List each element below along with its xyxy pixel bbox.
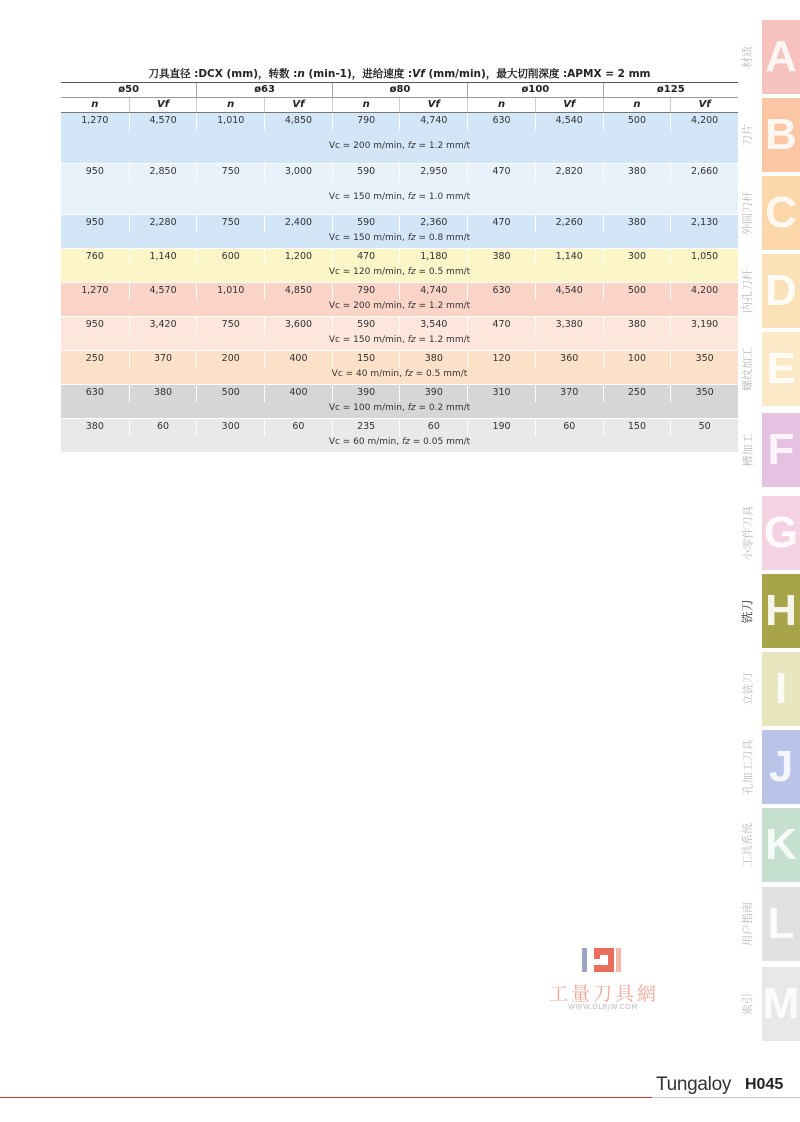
cell-speed-n: 950 [85, 166, 104, 177]
condition-part: Vc = 150 m/min, [328, 233, 408, 243]
condition-part: Vc = 150 m/min, [328, 335, 408, 345]
cell-speed-n: 190 [467, 419, 535, 436]
cell-feed-vf: 2,850 [129, 164, 197, 181]
cell-feed-vf: 400 [264, 385, 332, 402]
cell-speed-n: 120 [467, 351, 535, 368]
tab-letter: H [762, 574, 800, 648]
section-tab-i[interactable] [734, 652, 800, 726]
sub-header: Vf [535, 98, 603, 112]
tab-letter: K [762, 808, 800, 882]
section-tab-a[interactable] [734, 20, 800, 94]
cell-feed-vf: 1,180 [399, 249, 467, 266]
tab-label: 外圆刀杆 [741, 191, 754, 235]
tab-label: 铣刀 [740, 598, 755, 624]
diameter-header: ø125 [603, 83, 738, 97]
diameter-header: ø63 [196, 83, 331, 97]
cell-speed-n: 500 [603, 113, 671, 130]
table-row [61, 249, 738, 283]
tab-label: 工具系统 [741, 823, 754, 867]
cell-speed-n: 250 [85, 353, 104, 364]
tab-letter: I [762, 652, 800, 726]
cell-speed-n: 380 [467, 249, 535, 266]
cell-feed-vf: 60 [129, 419, 197, 436]
section-tab-b[interactable] [734, 98, 800, 172]
cell-feed-vf: 350 [670, 351, 738, 368]
tab-letter: C [762, 176, 800, 250]
cell-feed-vf: 350 [670, 385, 738, 402]
cell-feed-vf: 2,950 [399, 164, 467, 181]
condition-part: fz [402, 437, 410, 447]
tab-label-wrap [734, 496, 760, 570]
tab-letter: B [762, 98, 800, 172]
sub-header: n [332, 98, 400, 112]
sub-header: n [467, 98, 535, 112]
watermark-logo-icon [580, 945, 626, 975]
cell-feed-vf: 4,570 [129, 113, 197, 130]
row-values [61, 164, 738, 181]
condition-part: Vc = 200 m/min, [328, 141, 408, 151]
cell-speed-n: 250 [603, 385, 671, 402]
cell-speed-n: 590 [332, 215, 400, 232]
tab-label: 刀片 [741, 124, 754, 146]
watermark [528, 945, 678, 1015]
cell-feed-vf: 3,380 [535, 317, 603, 334]
tab-label-wrap [734, 887, 760, 961]
cell-feed-vf: 380 [399, 351, 467, 368]
table-row [61, 164, 738, 215]
cell-speed-n: 590 [332, 164, 400, 181]
sub-header-row [61, 98, 738, 113]
cell-speed-n: 470 [467, 317, 535, 334]
condition-part: = 1.2 mm/t [415, 301, 471, 311]
row-values [61, 113, 738, 130]
page-number: H045 [745, 1076, 784, 1093]
condition-part: = 1.2 mm/t [415, 335, 471, 345]
table-row [61, 385, 738, 419]
section-tab-e[interactable] [734, 332, 800, 406]
sub-header: n [196, 98, 264, 112]
cell-speed-n: 300 [603, 249, 671, 266]
condition-part: fz [404, 369, 413, 379]
cell-feed-vf: 3,190 [670, 317, 738, 334]
cutting-condition [61, 301, 738, 311]
cutting-condition [61, 335, 738, 345]
brand-name: Tungaloy [656, 1074, 732, 1095]
tab-label-wrap [734, 98, 760, 172]
cell-feed-vf: 2,130 [670, 215, 738, 232]
caption-part: n [297, 68, 305, 80]
sub-header: n [91, 99, 99, 110]
cell-feed-vf: 60 [264, 419, 332, 436]
condition-part: fz [407, 335, 416, 345]
cell-feed-vf: 50 [670, 419, 738, 436]
tab-label-wrap [734, 574, 760, 648]
cell-speed-n: 760 [85, 251, 104, 262]
sub-header: Vf [670, 98, 738, 112]
cell-speed-n: 950 [85, 217, 104, 228]
cell-feed-vf: 4,200 [670, 113, 738, 130]
cell-feed-vf: 360 [535, 351, 603, 368]
condition-part: = 0.8 mm/t [415, 233, 471, 243]
cell-feed-vf: 4,850 [264, 283, 332, 300]
cell-speed-n: 380 [85, 421, 104, 432]
caption-part: (min-1)，进给速度 : [304, 68, 413, 80]
cell-speed-n: 300 [196, 419, 264, 436]
caption-part: (mm/min)，最大切削深度 :APMX = 2 mm [424, 68, 651, 80]
tab-letter: G [762, 496, 800, 570]
condition-part: Vc = 200 m/min, [328, 301, 408, 311]
condition-part: Vc = 150 m/min, [328, 192, 408, 202]
table-body [61, 113, 738, 453]
tab-label: 槽加工 [741, 433, 754, 467]
cell-feed-vf: 1,050 [670, 249, 738, 266]
cell-feed-vf: 2,820 [535, 164, 603, 181]
tab-letter: F [762, 413, 800, 487]
cutting-condition [61, 437, 738, 447]
table-row [61, 283, 738, 317]
tab-label: 用户指南 [741, 902, 754, 946]
diameter-header: ø100 [467, 83, 602, 97]
condition-part: Vc = 60 m/min, [328, 437, 402, 447]
condition-part: Vc = 40 m/min, [331, 369, 405, 379]
table-row [61, 113, 738, 164]
cell-speed-n: 235 [332, 419, 400, 436]
cell-feed-vf: 370 [129, 351, 197, 368]
tab-letter: J [762, 730, 800, 804]
cell-speed-n: 150 [332, 351, 400, 368]
tab-label-wrap [734, 413, 760, 487]
tab-label-wrap [734, 967, 760, 1041]
footer-rule-right [652, 1097, 800, 1098]
cell-speed-n: 950 [85, 319, 104, 330]
cell-speed-n: 1,270 [81, 285, 109, 296]
cutting-condition [61, 141, 738, 151]
tab-label: 内孔刀杆 [741, 269, 754, 313]
footer-rule [0, 1097, 652, 1098]
cell-speed-n: 790 [332, 283, 400, 300]
tab-label: 小零件刀具 [741, 505, 754, 561]
cell-speed-n: 470 [467, 215, 535, 232]
cutting-condition [61, 403, 738, 413]
cutting-condition [61, 192, 738, 202]
tab-label: 索引 [741, 993, 754, 1015]
diameter-header-row [61, 83, 738, 98]
cell-speed-n: 310 [467, 385, 535, 402]
tab-label: 立铣刀 [741, 672, 754, 706]
cell-feed-vf: 4,540 [535, 283, 603, 300]
cell-feed-vf: 1,140 [535, 249, 603, 266]
condition-part: = 1.2 mm/t [415, 141, 471, 151]
condition-part: fz [407, 233, 416, 243]
tab-label-wrap [734, 730, 760, 804]
tab-label: 材质 [741, 46, 754, 68]
cell-speed-n: 750 [196, 215, 264, 232]
caption-part: Vf [412, 68, 425, 80]
section-tab-f[interactable] [734, 413, 800, 487]
section-tab-j[interactable] [734, 730, 800, 804]
cell-speed-n: 630 [467, 113, 535, 130]
diameter-header: ø80 [332, 83, 467, 97]
section-tab-l[interactable] [734, 887, 800, 961]
table-row [61, 351, 738, 385]
section-tab-d[interactable] [734, 254, 800, 328]
tab-label-wrap [734, 808, 760, 882]
cell-speed-n: 790 [332, 113, 400, 130]
cell-feed-vf: 2,280 [129, 215, 197, 232]
tab-label: 螺纹加工 [741, 347, 754, 391]
cell-speed-n: 1,010 [196, 113, 264, 130]
cell-speed-n: 100 [603, 351, 671, 368]
cell-feed-vf: 4,540 [535, 113, 603, 130]
cell-feed-vf: 2,360 [399, 215, 467, 232]
condition-part: fz [407, 403, 416, 413]
section-tab-g[interactable] [734, 496, 800, 570]
row-values [61, 385, 738, 402]
section-tab-m[interactable] [734, 967, 800, 1041]
cell-speed-n: 500 [196, 385, 264, 402]
condition-part: = 0.2 mm/t [415, 403, 471, 413]
row-values [61, 215, 738, 232]
condition-part: fz [407, 192, 416, 202]
tab-label-wrap [734, 176, 760, 250]
tab-label: 孔加工刀具 [741, 739, 754, 795]
cell-speed-n: 500 [603, 283, 671, 300]
cutting-condition [61, 267, 738, 277]
cell-speed-n: 630 [467, 283, 535, 300]
condition-part: = 1.0 mm/t [415, 192, 471, 202]
row-values [61, 351, 738, 368]
cell-feed-vf: 370 [535, 385, 603, 402]
section-tab-k[interactable] [734, 808, 800, 882]
cell-speed-n: 750 [196, 164, 264, 181]
condition-part: = 0.5 mm/t [415, 267, 471, 277]
sub-header: Vf [129, 98, 197, 112]
table-row [61, 215, 738, 249]
section-tab-c[interactable] [734, 176, 800, 250]
cell-feed-vf: 380 [129, 385, 197, 402]
cell-feed-vf: 60 [399, 419, 467, 436]
cell-feed-vf: 3,000 [264, 164, 332, 181]
sub-header: Vf [264, 98, 332, 112]
row-values [61, 283, 738, 300]
diameter-header: ø50 [118, 84, 140, 95]
tab-label-wrap [734, 332, 760, 406]
cell-speed-n: 200 [196, 351, 264, 368]
cell-feed-vf: 4,200 [670, 283, 738, 300]
sub-header: Vf [399, 98, 467, 112]
cell-feed-vf: 3,420 [129, 317, 197, 334]
cell-speed-n: 380 [603, 215, 671, 232]
condition-part: fz [407, 141, 416, 151]
tab-label-wrap [734, 20, 760, 94]
tab-letter: M [762, 967, 800, 1041]
cutting-condition [61, 233, 738, 243]
condition-part: fz [407, 267, 416, 277]
cell-speed-n: 470 [467, 164, 535, 181]
table-caption [61, 66, 738, 82]
cell-feed-vf: 4,740 [399, 283, 467, 300]
cutting-data-table [61, 66, 738, 453]
watermark-url: WWW.GLRJW.COM [568, 1003, 638, 1011]
cell-speed-n: 380 [603, 164, 671, 181]
caption-part: 刀具直径 :DCX (mm)，转数 : [148, 68, 298, 80]
row-values [61, 249, 738, 266]
section-tab-h[interactable] [734, 574, 800, 648]
cell-speed-n: 1,270 [81, 115, 109, 126]
cell-feed-vf: 3,540 [399, 317, 467, 334]
cell-speed-n: 600 [196, 249, 264, 266]
condition-part: Vc = 100 m/min, [328, 403, 408, 413]
condition-part: Vc = 120 m/min, [328, 267, 408, 277]
watermark-text: 工量刀具網 [548, 983, 659, 1005]
cell-feed-vf: 390 [399, 385, 467, 402]
tab-label-wrap [734, 254, 760, 328]
condition-part: = 0.5 mm/t [412, 369, 468, 379]
cell-speed-n: 1,010 [196, 283, 264, 300]
cell-feed-vf: 1,200 [264, 249, 332, 266]
tab-letter: D [762, 254, 800, 328]
cell-feed-vf: 3,600 [264, 317, 332, 334]
tab-letter: A [762, 20, 800, 94]
tab-label-wrap [734, 652, 760, 726]
sub-header: n [603, 98, 671, 112]
cell-speed-n: 630 [85, 387, 104, 398]
tab-letter: E [762, 332, 800, 406]
row-values [61, 419, 738, 436]
cell-feed-vf: 400 [264, 351, 332, 368]
cell-speed-n: 590 [332, 317, 400, 334]
cell-speed-n: 390 [332, 385, 400, 402]
cell-speed-n: 380 [603, 317, 671, 334]
row-values [61, 317, 738, 334]
cutting-condition [61, 369, 738, 379]
cell-speed-n: 750 [196, 317, 264, 334]
cell-speed-n: 150 [603, 419, 671, 436]
cell-feed-vf: 2,260 [535, 215, 603, 232]
cell-feed-vf: 2,400 [264, 215, 332, 232]
condition-part: = 0.05 mm/t [409, 437, 471, 447]
table-row [61, 317, 738, 351]
cell-feed-vf: 4,570 [129, 283, 197, 300]
cell-speed-n: 470 [332, 249, 400, 266]
cell-feed-vf: 4,850 [264, 113, 332, 130]
tab-letter: L [762, 887, 800, 961]
cell-feed-vf: 1,140 [129, 249, 197, 266]
table-row [61, 419, 738, 453]
cell-feed-vf: 2,660 [670, 164, 738, 181]
cell-feed-vf: 4,740 [399, 113, 467, 130]
condition-part: fz [407, 301, 416, 311]
cell-feed-vf: 60 [535, 419, 603, 436]
